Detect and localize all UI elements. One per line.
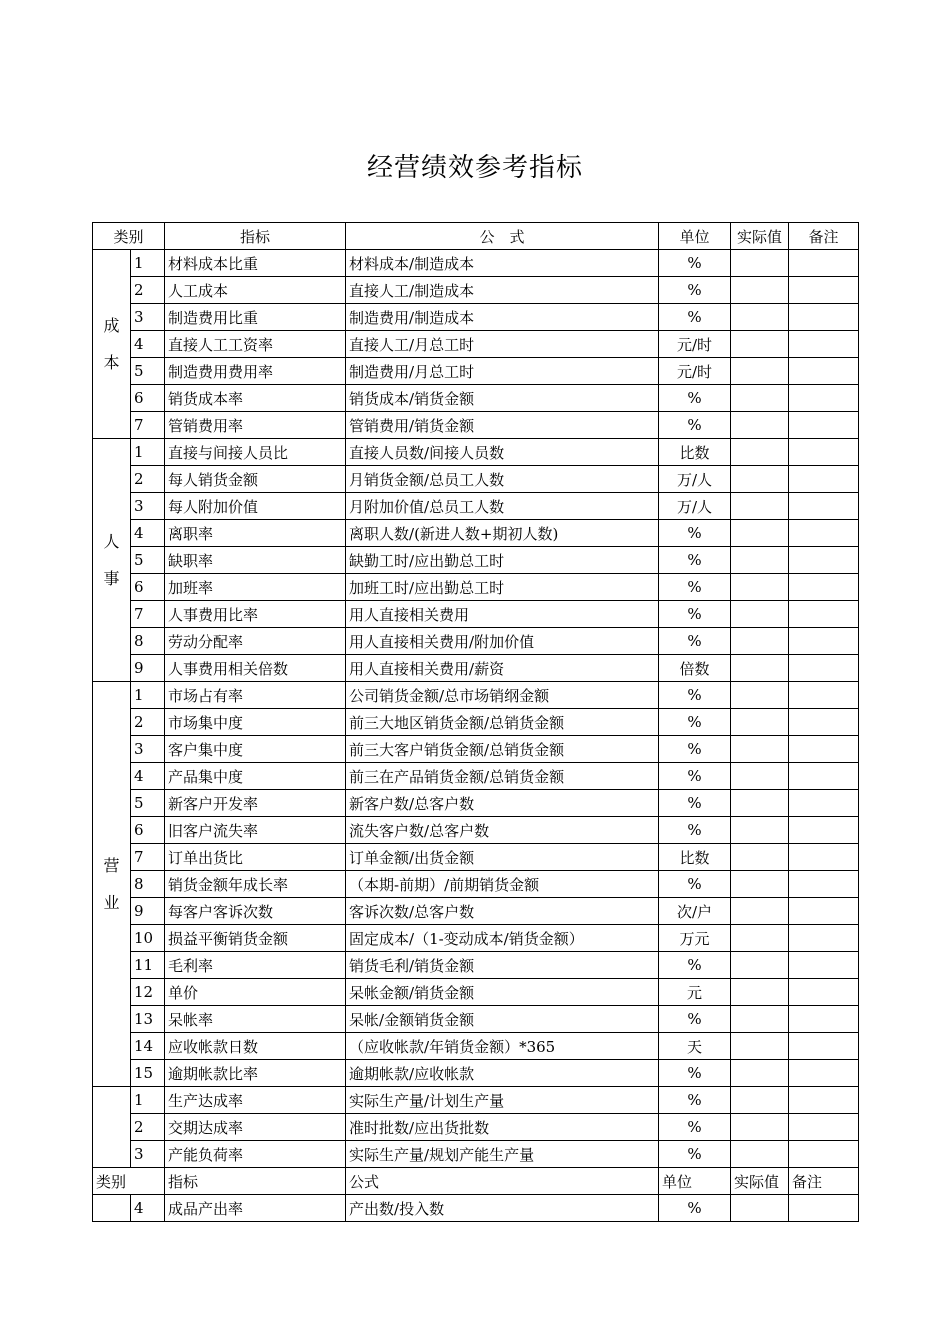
unit: % bbox=[659, 250, 731, 277]
category-cell bbox=[93, 1087, 131, 1168]
table-row bbox=[93, 952, 859, 979]
formula: 呆帐金额/销货金额 bbox=[346, 979, 659, 1006]
actual-value bbox=[731, 601, 789, 628]
table-row bbox=[93, 844, 859, 871]
formula: （应收帐款/年销货金额）*365 bbox=[346, 1033, 659, 1060]
indicator-name: 毛利率 bbox=[165, 952, 346, 979]
row-number: 8 bbox=[131, 871, 165, 898]
row-number: 1 bbox=[131, 682, 165, 709]
category-char: 人 bbox=[103, 532, 120, 551]
formula: 实际生产量/规划产能生产量 bbox=[346, 1141, 659, 1168]
actual-value bbox=[731, 763, 789, 790]
row-number: 9 bbox=[131, 898, 165, 925]
indicator-name: 制造费用费用率 bbox=[165, 358, 346, 385]
table-row bbox=[93, 547, 859, 574]
row-number: 3 bbox=[131, 736, 165, 763]
note bbox=[789, 952, 859, 979]
header-formula: 公式 bbox=[346, 1168, 659, 1195]
row-number: 4 bbox=[131, 1195, 165, 1222]
indicator-name: 每客户客诉次数 bbox=[165, 898, 346, 925]
actual-value bbox=[731, 439, 789, 466]
note bbox=[789, 1195, 859, 1222]
note bbox=[789, 439, 859, 466]
formula: 前三大客户销货金额/总销货金额 bbox=[346, 736, 659, 763]
indicator-name: 制造费用比重 bbox=[165, 304, 346, 331]
unit: % bbox=[659, 385, 731, 412]
formula: 新客户数/总客户数 bbox=[346, 790, 659, 817]
category-char: 事 bbox=[103, 569, 120, 588]
actual-value bbox=[731, 1033, 789, 1060]
row-number: 7 bbox=[131, 412, 165, 439]
repeated-header-row bbox=[93, 1168, 859, 1195]
row-number: 9 bbox=[131, 655, 165, 682]
category-char: 成 bbox=[103, 316, 120, 335]
indicator-name: 逾期帐款比率 bbox=[165, 1060, 346, 1087]
table-row bbox=[93, 439, 859, 466]
formula: 实际生产量/计划生产量 bbox=[346, 1087, 659, 1114]
note bbox=[789, 304, 859, 331]
note bbox=[789, 844, 859, 871]
table-row bbox=[93, 871, 859, 898]
row-number: 14 bbox=[131, 1033, 165, 1060]
note bbox=[789, 1033, 859, 1060]
actual-value bbox=[731, 655, 789, 682]
formula: 材料成本/制造成本 bbox=[346, 250, 659, 277]
unit: % bbox=[659, 736, 731, 763]
row-number: 3 bbox=[131, 493, 165, 520]
indicator-name: 生产达成率 bbox=[165, 1087, 346, 1114]
header-formula: 公 式 bbox=[346, 223, 659, 250]
table-row bbox=[93, 493, 859, 520]
formula: 销货成本/销货金额 bbox=[346, 385, 659, 412]
actual-value bbox=[731, 250, 789, 277]
actual-value bbox=[731, 520, 789, 547]
row-number: 6 bbox=[131, 385, 165, 412]
actual-value bbox=[731, 844, 789, 871]
note bbox=[789, 709, 859, 736]
formula: 逾期帐款/应收帐款 bbox=[346, 1060, 659, 1087]
indicator-name: 每人附加价值 bbox=[165, 493, 346, 520]
unit: 次/户 bbox=[659, 898, 731, 925]
row-number: 1 bbox=[131, 439, 165, 466]
unit: % bbox=[659, 1141, 731, 1168]
formula: 前三大地区销货金额/总销货金额 bbox=[346, 709, 659, 736]
row-number: 4 bbox=[131, 331, 165, 358]
table-row bbox=[93, 736, 859, 763]
table-row bbox=[93, 1195, 859, 1222]
table-row bbox=[93, 1087, 859, 1114]
row-number: 2 bbox=[131, 709, 165, 736]
actual-value bbox=[731, 574, 789, 601]
row-number: 6 bbox=[131, 574, 165, 601]
page-title: 经营绩效参考指标 bbox=[366, 153, 583, 183]
formula: 直接人工/月总工时 bbox=[346, 331, 659, 358]
indicator-name: 市场占有率 bbox=[165, 682, 346, 709]
formula: 固定成本/（1-变动成本/销货金额） bbox=[346, 925, 659, 952]
note bbox=[789, 628, 859, 655]
table-row bbox=[93, 385, 859, 412]
header-actual: 实际值 bbox=[731, 1168, 789, 1195]
row-number: 13 bbox=[131, 1006, 165, 1033]
row-number: 1 bbox=[131, 1087, 165, 1114]
unit: % bbox=[659, 412, 731, 439]
actual-value bbox=[731, 898, 789, 925]
unit: % bbox=[659, 790, 731, 817]
indicator-name: 人工成本 bbox=[165, 277, 346, 304]
note bbox=[789, 358, 859, 385]
note bbox=[789, 277, 859, 304]
row-number: 2 bbox=[131, 277, 165, 304]
category-cell bbox=[93, 1195, 131, 1222]
table-row bbox=[93, 709, 859, 736]
row-number: 4 bbox=[131, 520, 165, 547]
indicator-name: 材料成本比重 bbox=[165, 250, 346, 277]
formula: 准时批数/应出货批数 bbox=[346, 1114, 659, 1141]
row-number: 7 bbox=[131, 601, 165, 628]
unit: % bbox=[659, 277, 731, 304]
indicator-name: 加班率 bbox=[165, 574, 346, 601]
indicator-name: 产能负荷率 bbox=[165, 1141, 346, 1168]
header-unit: 单位 bbox=[659, 1168, 731, 1195]
note bbox=[789, 520, 859, 547]
table-row bbox=[93, 358, 859, 385]
row-number: 12 bbox=[131, 979, 165, 1006]
table-header-row bbox=[93, 223, 859, 250]
formula: 加班工时/应出勤总工时 bbox=[346, 574, 659, 601]
unit: % bbox=[659, 952, 731, 979]
table-row bbox=[93, 1141, 859, 1168]
row-number: 4 bbox=[131, 763, 165, 790]
unit: % bbox=[659, 628, 731, 655]
formula: 前三在产品销货金额/总销货金额 bbox=[346, 763, 659, 790]
unit: % bbox=[659, 817, 731, 844]
indicator-name: 离职率 bbox=[165, 520, 346, 547]
row-number: 11 bbox=[131, 952, 165, 979]
unit: 比数 bbox=[659, 844, 731, 871]
table-row bbox=[93, 655, 859, 682]
formula: 月销货金额/总员工人数 bbox=[346, 466, 659, 493]
actual-value bbox=[731, 331, 789, 358]
table-row bbox=[93, 763, 859, 790]
indicator-name: 直接与间接人员比 bbox=[165, 439, 346, 466]
header-indicator: 指标 bbox=[165, 1168, 346, 1195]
unit: 万/人 bbox=[659, 466, 731, 493]
table-row bbox=[93, 304, 859, 331]
indicator-name: 损益平衡销货金额 bbox=[165, 925, 346, 952]
actual-value bbox=[731, 412, 789, 439]
formula: （本期-前期）/前期销货金额 bbox=[346, 871, 659, 898]
note bbox=[789, 493, 859, 520]
actual-value bbox=[731, 1060, 789, 1087]
unit: 元/时 bbox=[659, 358, 731, 385]
category-char: 本 bbox=[103, 353, 120, 372]
unit: 倍数 bbox=[659, 655, 731, 682]
formula: 产出数/投入数 bbox=[346, 1195, 659, 1222]
actual-value bbox=[731, 952, 789, 979]
table-row bbox=[93, 628, 859, 655]
formula: 呆帐/金额销货金额 bbox=[346, 1006, 659, 1033]
indicator-name: 应收帐款日数 bbox=[165, 1033, 346, 1060]
row-number: 5 bbox=[131, 358, 165, 385]
table-row bbox=[93, 412, 859, 439]
table-row bbox=[93, 520, 859, 547]
unit: % bbox=[659, 601, 731, 628]
unit: % bbox=[659, 520, 731, 547]
table-row bbox=[93, 574, 859, 601]
formula: 订单金额/出货金额 bbox=[346, 844, 659, 871]
note bbox=[789, 466, 859, 493]
table-row bbox=[93, 925, 859, 952]
table-row bbox=[93, 1114, 859, 1141]
actual-value bbox=[731, 466, 789, 493]
note bbox=[789, 763, 859, 790]
row-number: 7 bbox=[131, 844, 165, 871]
table-row bbox=[93, 277, 859, 304]
unit: 万元 bbox=[659, 925, 731, 952]
actual-value bbox=[731, 817, 789, 844]
formula: 离职人数/(新进人数+期初人数) bbox=[346, 520, 659, 547]
header-category: 类别 bbox=[93, 223, 165, 250]
actual-value bbox=[731, 304, 789, 331]
row-number: 3 bbox=[131, 1141, 165, 1168]
unit: % bbox=[659, 1195, 731, 1222]
actual-value bbox=[731, 709, 789, 736]
indicator-name: 订单出货比 bbox=[165, 844, 346, 871]
formula: 缺勤工时/应出勤总工时 bbox=[346, 547, 659, 574]
indicator-name: 缺职率 bbox=[165, 547, 346, 574]
row-number: 2 bbox=[131, 1114, 165, 1141]
note bbox=[789, 817, 859, 844]
unit: % bbox=[659, 763, 731, 790]
indicator-table bbox=[92, 222, 859, 1222]
header-note: 备注 bbox=[789, 1168, 859, 1195]
row-number: 6 bbox=[131, 817, 165, 844]
actual-value bbox=[731, 871, 789, 898]
unit: % bbox=[659, 574, 731, 601]
formula: 公司销货金额/总市场销纲金额 bbox=[346, 682, 659, 709]
note bbox=[789, 898, 859, 925]
indicator-name: 市场集中度 bbox=[165, 709, 346, 736]
actual-value bbox=[731, 1114, 789, 1141]
indicator-name: 新客户开发率 bbox=[165, 790, 346, 817]
formula: 用人直接相关费用 bbox=[346, 601, 659, 628]
category-cell bbox=[93, 682, 131, 1087]
actual-value bbox=[731, 1006, 789, 1033]
indicator-name: 销货金额年成长率 bbox=[165, 871, 346, 898]
row-number: 3 bbox=[131, 304, 165, 331]
category-char: 营 bbox=[103, 856, 120, 875]
unit: % bbox=[659, 1006, 731, 1033]
formula: 制造费用/月总工时 bbox=[346, 358, 659, 385]
note bbox=[789, 1060, 859, 1087]
note bbox=[789, 1114, 859, 1141]
indicator-name: 产品集中度 bbox=[165, 763, 346, 790]
table-row bbox=[93, 1033, 859, 1060]
formula: 直接人员数/间接人员数 bbox=[346, 439, 659, 466]
indicator-name: 人事费用相关倍数 bbox=[165, 655, 346, 682]
formula: 直接人工/制造成本 bbox=[346, 277, 659, 304]
actual-value bbox=[731, 736, 789, 763]
note bbox=[789, 331, 859, 358]
note bbox=[789, 979, 859, 1006]
actual-value bbox=[731, 1195, 789, 1222]
indicator-name: 管销费用率 bbox=[165, 412, 346, 439]
unit: % bbox=[659, 547, 731, 574]
row-number: 2 bbox=[131, 466, 165, 493]
unit: % bbox=[659, 709, 731, 736]
row-number: 1 bbox=[131, 250, 165, 277]
note bbox=[789, 250, 859, 277]
actual-value bbox=[731, 1141, 789, 1168]
formula: 制造费用/制造成本 bbox=[346, 304, 659, 331]
indicator-name: 呆帐率 bbox=[165, 1006, 346, 1033]
category-char: 业 bbox=[103, 893, 120, 912]
table-row bbox=[93, 817, 859, 844]
table-row bbox=[93, 682, 859, 709]
note bbox=[789, 547, 859, 574]
formula: 管销费用/销货金额 bbox=[346, 412, 659, 439]
indicator-name: 销货成本率 bbox=[165, 385, 346, 412]
note bbox=[789, 1141, 859, 1168]
row-number: 8 bbox=[131, 628, 165, 655]
note bbox=[789, 601, 859, 628]
table-row bbox=[93, 1006, 859, 1033]
unit: 元/时 bbox=[659, 331, 731, 358]
unit: % bbox=[659, 682, 731, 709]
unit: % bbox=[659, 1087, 731, 1114]
note bbox=[789, 574, 859, 601]
note bbox=[789, 1087, 859, 1114]
formula: 用人直接相关费用/薪资 bbox=[346, 655, 659, 682]
actual-value bbox=[731, 628, 789, 655]
unit: % bbox=[659, 1060, 731, 1087]
header-indicator: 指标 bbox=[165, 223, 346, 250]
unit: % bbox=[659, 1114, 731, 1141]
table-row bbox=[93, 250, 859, 277]
header-actual: 实际值 bbox=[731, 223, 789, 250]
actual-value bbox=[731, 358, 789, 385]
indicator-name: 劳动分配率 bbox=[165, 628, 346, 655]
note bbox=[789, 925, 859, 952]
indicator-name: 每人销货金额 bbox=[165, 466, 346, 493]
formula: 用人直接相关费用/附加价值 bbox=[346, 628, 659, 655]
table-row bbox=[93, 331, 859, 358]
category-cell bbox=[93, 439, 131, 682]
actual-value bbox=[731, 493, 789, 520]
table-body bbox=[93, 250, 859, 1222]
note bbox=[789, 871, 859, 898]
indicator-name: 单价 bbox=[165, 979, 346, 1006]
indicator-name: 人事费用比率 bbox=[165, 601, 346, 628]
note bbox=[789, 385, 859, 412]
actual-value bbox=[731, 682, 789, 709]
note bbox=[789, 736, 859, 763]
indicator-name: 直接人工工资率 bbox=[165, 331, 346, 358]
unit: 万/人 bbox=[659, 493, 731, 520]
indicator-name: 交期达成率 bbox=[165, 1114, 346, 1141]
note bbox=[789, 1006, 859, 1033]
table-row bbox=[93, 790, 859, 817]
row-number: 5 bbox=[131, 547, 165, 574]
note bbox=[789, 412, 859, 439]
row-number: 10 bbox=[131, 925, 165, 952]
table-row bbox=[93, 466, 859, 493]
formula: 客诉次数/总客户数 bbox=[346, 898, 659, 925]
actual-value bbox=[731, 979, 789, 1006]
formula: 月附加价值/总员工人数 bbox=[346, 493, 659, 520]
actual-value bbox=[731, 547, 789, 574]
formula: 销货毛利/销货金额 bbox=[346, 952, 659, 979]
unit: % bbox=[659, 871, 731, 898]
actual-value bbox=[731, 385, 789, 412]
row-number: 5 bbox=[131, 790, 165, 817]
actual-value bbox=[731, 790, 789, 817]
unit: 元 bbox=[659, 979, 731, 1006]
table-row bbox=[93, 601, 859, 628]
table-row bbox=[93, 1060, 859, 1087]
header-note: 备注 bbox=[789, 223, 859, 250]
indicator-name: 成品产出率 bbox=[165, 1195, 346, 1222]
note bbox=[789, 790, 859, 817]
actual-value bbox=[731, 277, 789, 304]
formula: 流失客户数/总客户数 bbox=[346, 817, 659, 844]
indicator-name: 旧客户流失率 bbox=[165, 817, 346, 844]
header-category: 类别 bbox=[93, 1168, 165, 1195]
category-cell bbox=[93, 250, 131, 439]
table-row bbox=[93, 898, 859, 925]
header-unit: 单位 bbox=[659, 223, 731, 250]
unit: % bbox=[659, 304, 731, 331]
unit: 天 bbox=[659, 1033, 731, 1060]
note bbox=[789, 682, 859, 709]
table-row bbox=[93, 979, 859, 1006]
actual-value bbox=[731, 925, 789, 952]
note bbox=[789, 655, 859, 682]
row-number: 15 bbox=[131, 1060, 165, 1087]
unit: 比数 bbox=[659, 439, 731, 466]
actual-value bbox=[731, 1087, 789, 1114]
indicator-name: 客户集中度 bbox=[165, 736, 346, 763]
